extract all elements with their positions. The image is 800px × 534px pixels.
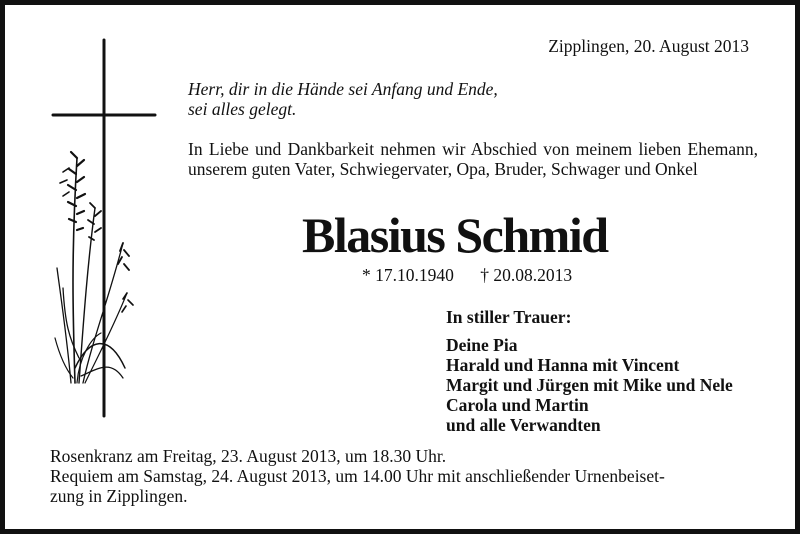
mourners-block	[446, 307, 733, 435]
life-dates	[362, 265, 572, 285]
farewell-text: In Liebe und Dankbarkeit nehmen wir Abschied von meinem lieben Ehemann, unserem guten Vater, Schwiegervater, Opa, Bruder, Schwager und Onkel	[188, 139, 758, 179]
rosary-info: Rosenkranz am Freitag, 23. August 2013, um 18.30 Uhr.	[50, 446, 447, 466]
verse-line: sei alles gelegt.	[188, 99, 297, 119]
mourner-line: Margit und Jürgen mit Mike und Nele	[446, 375, 733, 395]
mourner-line: Carola und Martin	[446, 395, 589, 415]
verse-line: Herr, dir in die Hände sei Anfang und Ende,	[188, 79, 498, 99]
place-and-date: Zipplingen, 20. August 2013	[548, 36, 749, 56]
requiem-info-continued: zung in Zipplingen.	[50, 486, 188, 506]
requiem-info: Requiem am Samstag, 24. August 2013, um 14.00 Uhr mit anschließender Urnenbeiset-	[50, 466, 665, 486]
deceased-name: Blasius Schmid	[302, 207, 608, 263]
service-details	[50, 446, 760, 506]
mourners-heading: In stiller Trauer:	[446, 307, 572, 327]
mourner-line: Deine Pia	[446, 335, 518, 355]
cross-with-grass-icon	[49, 38, 159, 420]
birth-date: * 17.10.1940	[362, 265, 454, 285]
death-date: † 20.08.2013	[480, 265, 573, 285]
mourner-line: Harald und Hanna mit Vincent	[446, 355, 680, 375]
bible-verse	[188, 79, 498, 119]
mourner-line: und alle Verwandten	[446, 415, 601, 435]
